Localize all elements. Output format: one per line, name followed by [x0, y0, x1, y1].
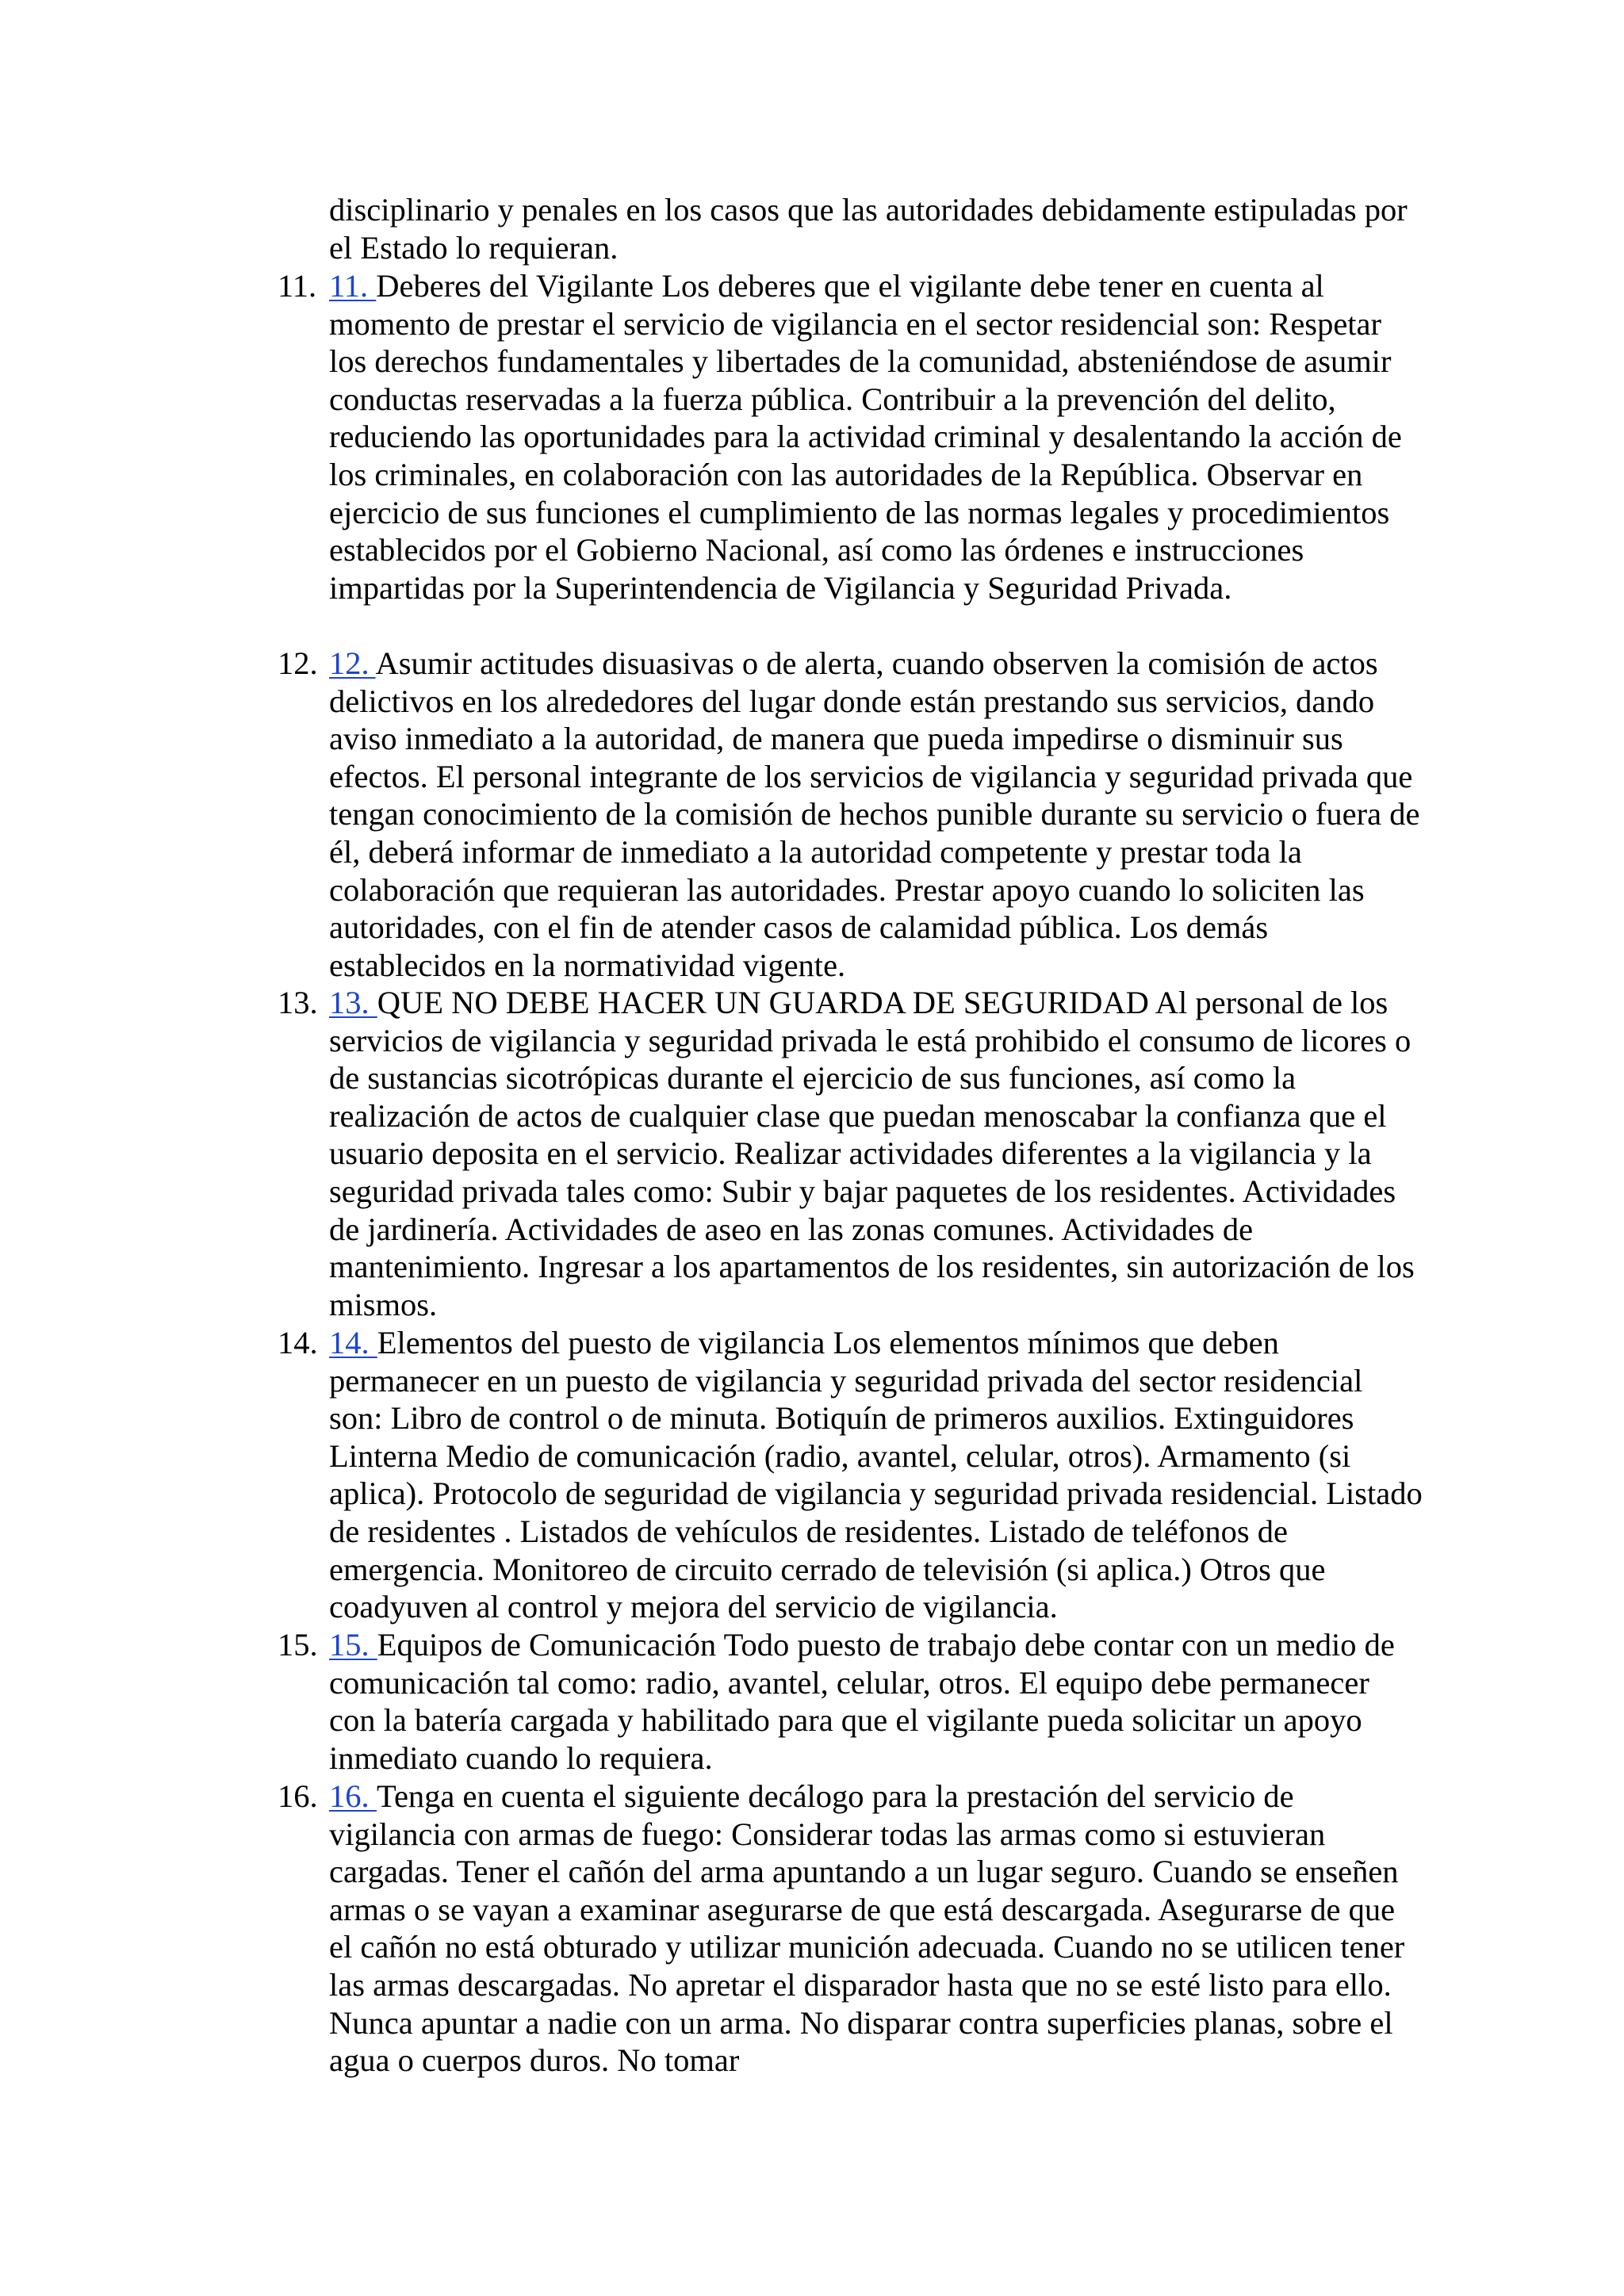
list-item-text: Asumir actitudes disuasivas o de alerta, cuando observen la comisión de actos delictivos en los alrededores del lugar donde están prestando sus servicios, dando aviso inmediato a la autoridad, de manera que pueda impedirse o disminuir sus efectos. El personal integrante de los servicios de vigilancia y seguridad privada que tengan conocimiento de la comisión de hechos punible durante su servicio o fuera de él, deberá informar de inmediato a la autoridad competente y prestar toda la colaboración que requieran las autoridades. Prestar apoyo cuando lo soliciten las autoridades, con el fin de atender casos de calamidad pública. Los demás establecidos en la normatividad vigente.: [329, 645, 1420, 983]
list-item: [278, 645, 1423, 984]
item-link[interactable]: 13.: [329, 985, 377, 1020]
list-item-text: Elementos del puesto de vigilancia Los elementos mínimos que deben permanecer en un puesto de vigilancia y seguridad privada del sector residencial son: Libro de control o de minuta. Botiquín de primeros auxilios. Extinguidores Linterna Medio de comunicación (radio, avantel, celular, otros). Armamento (si aplica). Protocolo de seguridad de vigilancia y seguridad privada residencial. Listado de residentes . Listados de vehículos de residentes. Listado de teléfonos de emergencia. Monitoreo de circuito cerrado de televisión (si aplica.) Otros que coadyuven al control y mejora del servicio de vigilancia.: [329, 1325, 1423, 1625]
item-link[interactable]: 16.: [329, 1778, 377, 1814]
list-item: [278, 267, 1423, 607]
item-link[interactable]: 15.: [329, 1627, 377, 1663]
list-number: 13.: [278, 985, 318, 1020]
list-item-text: QUE NO DEBE HACER UN GUARDA DE SEGURIDAD Al personal de los servicios de vigilancia y seguridad privada le está prohibido el consumo de licores o de sustancias sicotrópicas durante el ejercicio de sus funciones, así como la realización de actos de cualquier clase que puedan menoscabar la confianza que el usuario deposita en el servicio. Realizar actividades diferentes a la vigilancia y la seguridad privada tales como: Subir y bajar paquetes de los residentes. Actividades de jardinería. Actividades de aseo en las zonas comunes. Actividades de mantenimiento. Ingresar a los apartamentos de los residentes, sin autorización de los mismos.: [329, 985, 1415, 1322]
list-item: [278, 1777, 1423, 2080]
list-item-text: Equipos de Comunicación Todo puesto de trabajo debe contar con un medio de comunicación tal como: radio, avantel, celular, otros. El equipo debe permanecer con la batería cargada y habilitado para que el vigilante pueda solicitar un apoyo inmediato cuando lo requiera.: [329, 1627, 1395, 1776]
list-number: 15.: [278, 1627, 318, 1663]
list-item-text: Tenga en cuenta el siguiente decálogo para la prestación del servicio de vigilancia con armas de fuego: Considerar todas las armas como si estuvieran cargadas. Tener el cañón del arma apuntando a un lugar seguro. Cuando se enseñen armas o se vayan a examinar asegurarse de que está descargada. Asegurarse de que el cañón no está obturado y utilizar munición adecuada. Cuando no se utilicen tener las armas descargadas. No apretar el disparador hasta que no se esté listo para ello. Nunca apuntar a nadie con un arma. No disparar contra superficies planas, sobre el agua o cuerpos duros. No tomar: [329, 1778, 1405, 2079]
list-number: 16.: [278, 1778, 318, 1814]
list-item-text: Deberes del Vigilante Los deberes que el vigilante debe tener en cuenta al momento de prestar el servicio de vigilancia en el sector residencial son: Respetar los derechos fundamentales y libertades de la comunidad, absteniéndose de asumir conductas reservadas a la fuerza pública. Contribuir a la prevención del delito, reduciendo las oportunidades para la actividad criminal y desalentando la acción de los criminales, en colaboración con las autoridades de la República. Observar en ejercicio de sus funciones el cumplimiento de las normas legales y procedimientos establecidos por el Gobierno Nacional, así como las órdenes e instrucciones impartidas por la Superintendencia de Vigilancia y Seguridad Privada.: [329, 268, 1402, 606]
list-number: 11.: [278, 268, 317, 304]
list-item: [278, 984, 1423, 1323]
item-link[interactable]: 11.: [329, 268, 377, 304]
item-link[interactable]: 12.: [329, 645, 376, 681]
list-number: 14.: [278, 1325, 318, 1360]
item-link[interactable]: 14.: [329, 1325, 377, 1360]
list-item: [278, 1324, 1423, 1626]
continuation-paragraph: disciplinario y penales en los casos que las autoridades debidamente estipuladas por el Estado lo requieran.: [329, 192, 1408, 266]
list-number: 12.: [278, 645, 318, 681]
list-item: [278, 1626, 1423, 1777]
